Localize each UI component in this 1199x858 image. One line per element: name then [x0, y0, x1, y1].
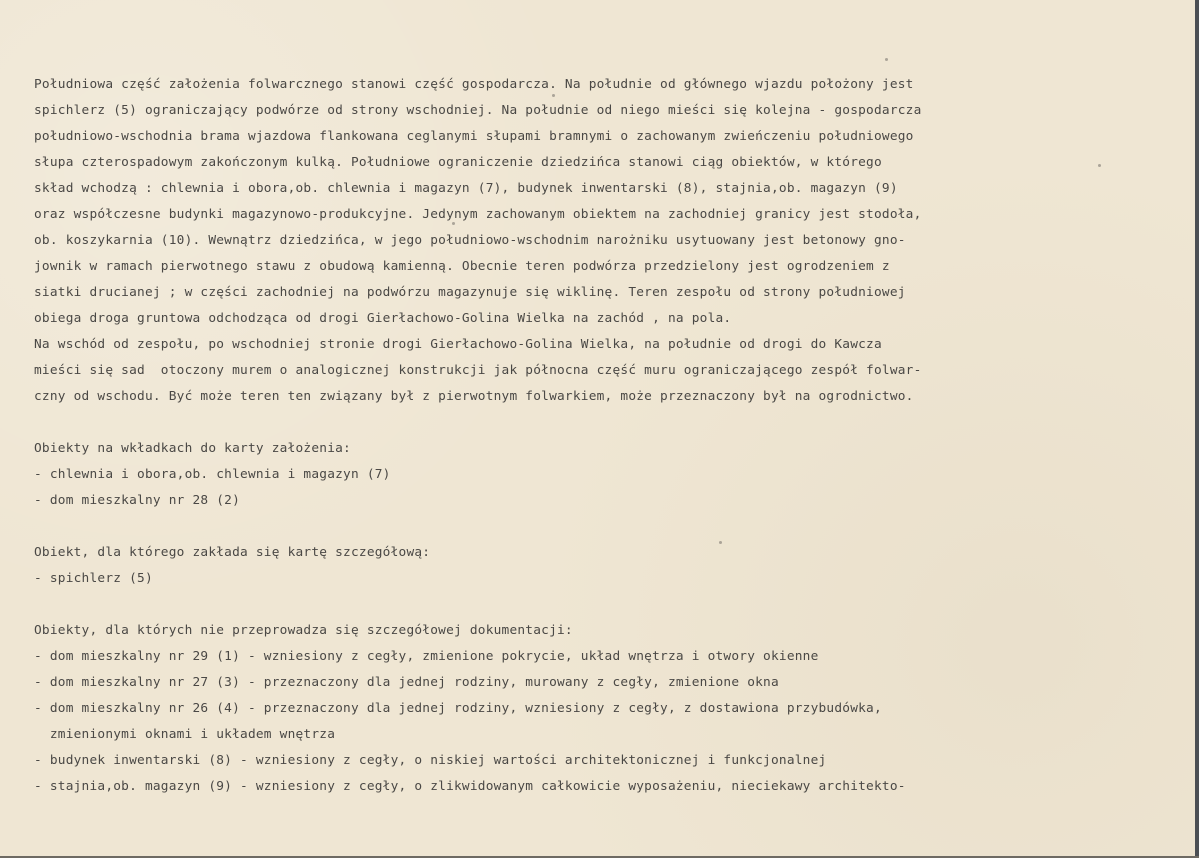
list-item: - dom mieszkalny nr 29 (1) - wzniesiony z cegły, zmienione pokrycie, układ wnętrza i otwory okienne	[34, 649, 819, 664]
blank-line	[34, 514, 1164, 540]
body-line: mieści się sad otoczony murem o analogicznej konstrukcji jak północna część muru ograniczającego zespół folwar-	[34, 363, 922, 378]
list-item: - dom mieszkalny nr 26 (4) - przeznaczony dla jednej rodziny, wzniesiony z cegły, z dostawiona przybudówka,	[34, 701, 882, 716]
list-item: - budynek inwentarski (8) - wzniesiony z cegły, o niskiej wartości architektonicznej i funkcjonalnej	[34, 753, 827, 768]
section-heading-line: Obiekty, dla których nie przeprowadza się szczegółowej dokumentacji:	[34, 623, 573, 638]
body-line: czny od wschodu. Być może teren ten związany był z pierwotnym folwarkiem, może przeznaczony był na ogrodnictwo.	[34, 389, 914, 404]
body-line: ob. koszykarnia (10). Wewnątrz dziedzińca, w jego południowo-wschodnim narożniku usytuowany jest betonowy gno-	[34, 233, 906, 248]
body-line: siatki drucianej ; w części zachodniej na podwórzu magazynuje się wiklinę. Teren zespołu od strony południowej	[34, 285, 906, 300]
paper-speck	[885, 58, 888, 61]
list-item-continuation: zmienionymi oknami i układem wnętrza	[34, 727, 336, 742]
list-item: - stajnia,ob. magazyn (9) - wzniesiony z cegły, o zlikwidowanym całkowicie wyposażeniu, nieciekawy architekto-	[34, 779, 906, 794]
list-item: - dom mieszkalny nr 27 (3) - przeznaczony dla jednej rodziny, murowany z cegły, zmienione okna	[34, 675, 779, 690]
document-text	[34, 72, 1164, 800]
body-line: oraz współczesne budynki magazynowo-produkcyjne. Jedynym zachowanym obiektem na zachodniej granicy jest stodoła,	[34, 207, 922, 222]
body-line: Na wschód od zespołu, po wschodniej stronie drogi Gierłachowo-Golina Wielka, na południe od drogi do Kawcza	[34, 337, 882, 352]
body-line: Południowa część założenia folwarcznego stanowi część gospodarcza. Na południe od głównego wjazdu położony jest	[34, 77, 914, 92]
body-line: spichlerz (5) ograniczający podwórze od strony wschodniej. Na południe od niego mieści się kolejna - gospodarcza	[34, 103, 922, 118]
list-item: - spichlerz (5)	[34, 571, 153, 586]
list-item: - chlewnia i obora,ob. chlewnia i magazyn (7)	[34, 467, 391, 482]
scan-right-edge	[1195, 0, 1199, 858]
body-line: południowo-wschodnia brama wjazdowa flankowana ceglanymi słupami bramnymi o zachowanym zwieńczeniu południowego	[34, 129, 914, 144]
body-line: słupa czterospadowym zakończonym kulką. Południowe ograniczenie dziedzińca stanowi ciąg obiektów, w którego	[34, 155, 882, 170]
section-heading-line: Obiekty na wkładkach do karty założenia:	[34, 441, 351, 456]
blank-line	[34, 592, 1164, 618]
body-line: obiega droga gruntowa odchodząca od drogi Gierłachowo-Golina Wielka na zachód , na pola.	[34, 311, 732, 326]
body-line: jownik w ramach pierwotnego stawu z obudową kamienną. Obecnie teren podwórza przedzielony jest ogrodzeniem z	[34, 259, 890, 274]
body-line: skład wchodzą : chlewnia i obora,ob. chlewnia i magazyn (7), budynek inwentarski (8), stajnia,ob. magazyn (9)	[34, 181, 898, 196]
section-heading-line: Obiekt, dla którego zakłada się kartę szczegółową:	[34, 545, 431, 560]
list-item: - dom mieszkalny nr 28 (2)	[34, 493, 241, 508]
blank-line	[34, 410, 1164, 436]
